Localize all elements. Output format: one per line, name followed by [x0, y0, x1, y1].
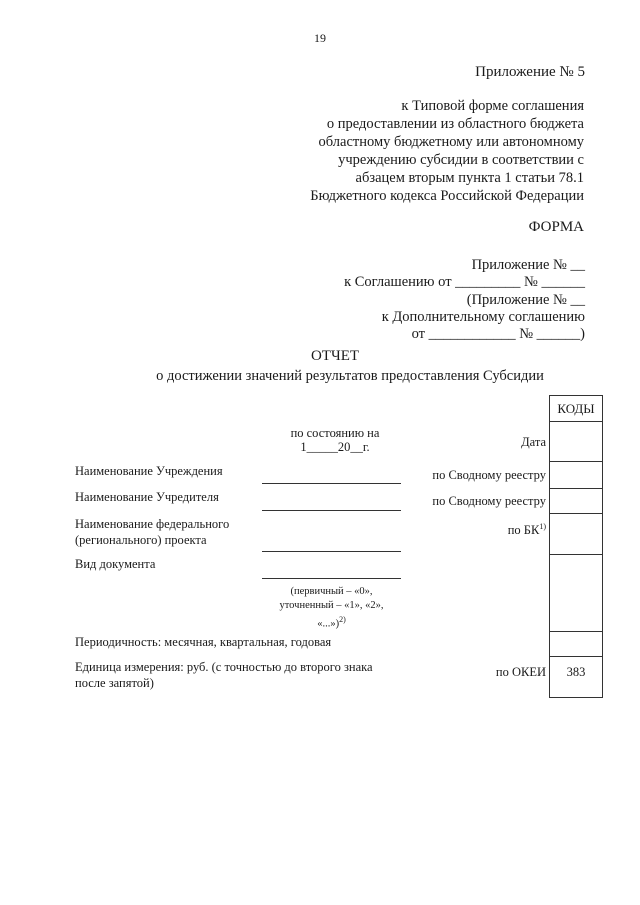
- report-subtitle: о достижении значений результатов предоставления Субсидии: [156, 368, 544, 384]
- appendix-subtitle-line: Бюджетного кодекса Российской Федерации: [310, 188, 584, 204]
- bk-footnote-mark: 1): [539, 522, 546, 531]
- code-cell-registry-1: [549, 461, 603, 489]
- form-label: ФОРМА: [528, 219, 584, 235]
- page-number: 19: [314, 31, 326, 45]
- project-line: [262, 551, 401, 552]
- doc-type-note-line: уточненный – «1», «2»,: [279, 600, 384, 611]
- bk-label: [508, 519, 546, 538]
- doc-type-label: Вид документа: [75, 557, 156, 571]
- appendix-subtitle-line: о предоставлении из областного бюджета: [326, 116, 584, 132]
- okei-label: по ОКЕИ: [495, 665, 546, 679]
- doc-type-line: [262, 578, 401, 579]
- code-cell-periodicity: [549, 631, 603, 657]
- doc-type-note-text: «...»): [317, 618, 340, 630]
- as-of-date: 1_____20__г.: [300, 440, 370, 454]
- as-of-label: по состоянию на: [290, 426, 380, 440]
- appendix-subtitle-line: абзацем вторым пункта 1 статьи 78.1: [355, 170, 584, 186]
- codes-header-cell: [549, 395, 603, 422]
- appendix-title: Приложение № 5: [475, 64, 585, 80]
- code-cell-doc-type: [549, 554, 603, 632]
- code-cell-bk: [549, 513, 603, 555]
- agreement-line: к Соглашению от _________ № ______: [344, 274, 585, 290]
- founder-line: [262, 510, 401, 511]
- appendix-subtitle-line: областному бюджетному или автономному: [318, 134, 584, 150]
- doc-type-note-line: [262, 613, 401, 632]
- appendix-subtitle-line: учреждению субсидии в соответствии с: [338, 152, 584, 168]
- doc-type-footnote-mark: 2): [339, 615, 346, 624]
- institution-line: [262, 483, 401, 484]
- okei-code: 383: [566, 665, 586, 679]
- project-label-line1: Наименование федерального: [75, 517, 230, 531]
- code-cell-registry-2: [549, 488, 603, 514]
- date-label: Дата: [521, 435, 546, 449]
- registry-label: по Сводному реестру: [432, 468, 546, 482]
- agreement-line: к Дополнительному соглашению: [381, 309, 585, 325]
- code-cell-okei: [549, 656, 603, 698]
- doc-type-note-line: (первичный – «0»,: [290, 586, 373, 597]
- project-label-line2: (регионального) проекта: [75, 533, 207, 547]
- agreement-line: Приложение № __: [471, 257, 585, 273]
- founder-label: Наименование Учредителя: [75, 490, 219, 504]
- periodicity-text: Периодичность: месячная, квартальная, годовая: [75, 635, 332, 649]
- agreement-line: (Приложение № __: [466, 292, 585, 308]
- code-cell-date: [549, 421, 603, 462]
- registry-label: по Сводному реестру: [432, 494, 546, 508]
- unit-text-line2: после запятой): [75, 676, 154, 690]
- bk-label-text: по БК: [507, 523, 540, 538]
- unit-text-line1: Единица измерения: руб. (с точностью до второго знака: [75, 660, 373, 674]
- appendix-subtitle-line: к Типовой форме соглашения: [401, 98, 584, 114]
- institution-label: Наименование Учреждения: [75, 464, 223, 478]
- agreement-line: от ____________ № ______): [411, 326, 585, 342]
- report-title: ОТЧЕТ: [310, 348, 360, 364]
- codes-header: КОДЫ: [557, 401, 595, 416]
